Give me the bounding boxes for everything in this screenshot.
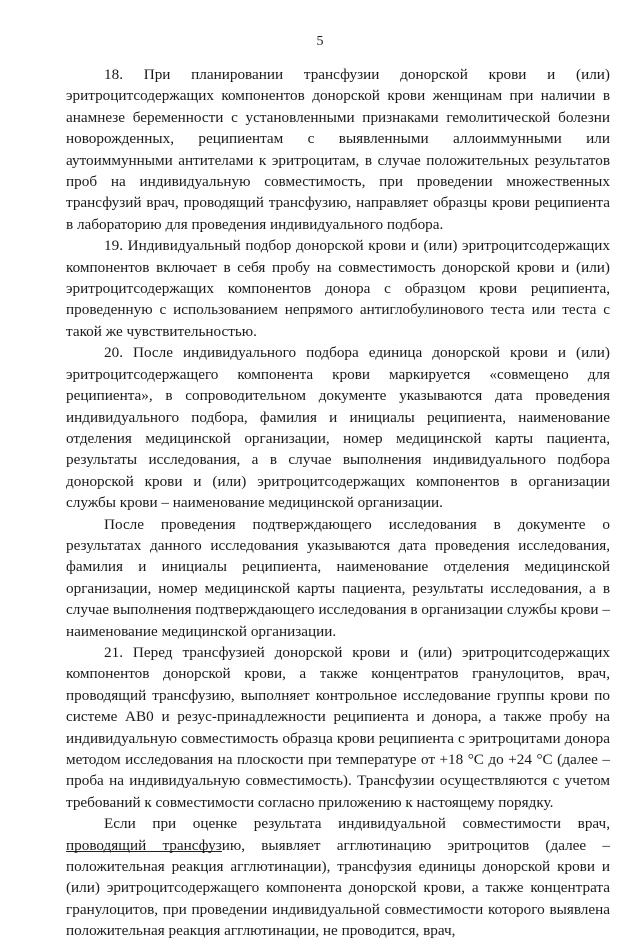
footnote-separator [66,851,222,852]
paragraph-20: 20. После индивидуального подбора единица донорской крови и (или) эритроцитсодержащего компонента крови маркируется «совмещено для реципиента», в сопроводительном документе указываются дата проведения индивидуального подбора, фамилия и инициалы реципиента, наименование отделения медицинской организации, номер медицинской карты пациента, результаты исследования, а в случае выполнения индивидуального подбора донорской крови и (или) эритроцитсодержащих компонентов в организации службы крови – наименование медицинской организации. [66,344,610,512]
paragraph-21-continuation: Если при оценке результата индивидуальной совместимости врач, проводящий трансфузию, выявляет агглютинацию эритроцитов (далее – положительная реакция агглютинации), трансфузия единицы донорской крови и (или) эритроцитсодержащего компонента донорской крови, а также концентрата гранулоцитов, при проведении индивидуальной совместимости которого выявлена положительная реакция агглютинации, не проводится, врач, [66,815,610,940]
page-number: 5 [316,34,324,49]
paragraph-18: 18. При планировании трансфузии донорской крови и (или) эритроцитсодержащих компонентов донорской крови женщинам при наличии в анамнезе беременности с установленными признаками гемолитической болезни новорожденных, реципиентам с выявленными аллоиммунными или аутоиммунными антителами к эритроцитам, в случае положительных результатов проб на индивидуальную совместимость, при проведении множественных трансфузий врач, проводящий трансфузию, направляет образцы крови реципиента в лабораторию для проведения индивидуального подбора. [66,66,610,233]
document-body [66,64,610,942]
paragraph-21: 21. Перед трансфузией донорской крови и (или) эритроцитсодержащих компонентов донорской крови, а также концентратов гранулоцитов, врач, проводящий трансфузию, выполняет контрольное исследование группы крови по системе AB0 и резус-принадлежности реципиента и донора, а также пробу на индивидуальную совместимость образца крови реципиента с эритроцитами донора методом исследования на плоскости при температуре от +18 °C до +24 °C (далее – проба на индивидуальную совместимость). Трансфузии осуществляются с учетом требований к совместимости согласно приложению к настоящему порядку. [66,643,610,811]
paragraph-19: 19. Индивидуальный подбор донорской крови и (или) эритроцитсодержащих компонентов включает в себя пробу на совместимость донорской крови и (или) эритроцитсодержащих компонентов донора с образцом крови реципиента, проведенную с использованием непрямого антиглобулинового теста или теста с такой же чувствительностью. [66,237,610,340]
paragraph-20-continuation: После проведения подтверждающего исследования в документе о результатах данного исследования указываются дата проведения исследования, фамилия и инициалы реципиента, наименование отделения медицинской организации, номер медицинской карты пациента, результаты исследования, а в случае выполнения подтверждающего исследования в организации службы крови – наименование медицинской организации. [66,515,610,640]
